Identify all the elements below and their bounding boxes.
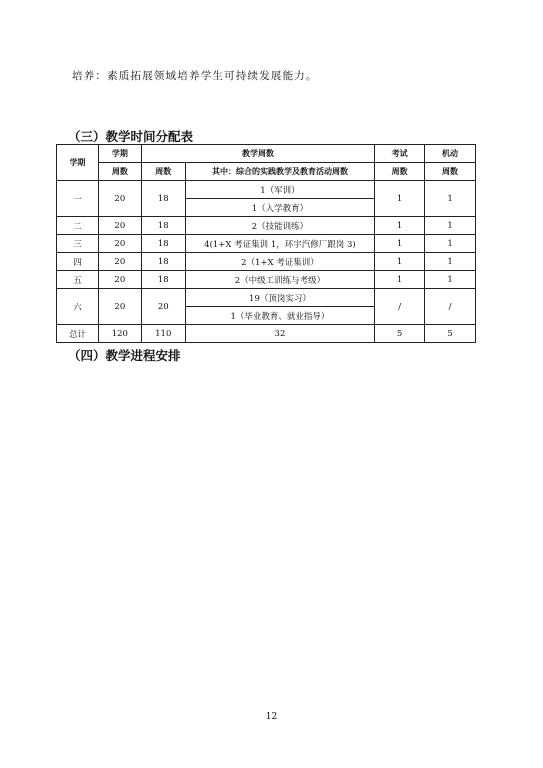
cell-total-weeks: 20	[98, 217, 141, 235]
header-practice-weeks: 其中：综合的实践教学及教育活动周数	[185, 163, 375, 181]
intro-paragraph: 培养：素质拓展领域培养学生可持续发展能力。	[72, 70, 318, 82]
header-exam-bottom: 周数	[375, 163, 425, 181]
header-exam-top: 考试	[375, 145, 425, 163]
cell-practice: 1（毕业教育、就业指导）	[185, 307, 375, 325]
cell-practice: 1（入学教育）	[185, 199, 375, 217]
cell-semester: 六	[57, 289, 99, 325]
cell-exam-weeks: 1	[375, 235, 425, 253]
table-row-total	[57, 325, 476, 343]
table-row	[57, 271, 476, 289]
header-flex-top: 机动	[425, 145, 476, 163]
cell-teaching-weeks: 18	[141, 217, 185, 235]
cell-semester: 五	[57, 271, 99, 289]
cell-exam-weeks: 1	[375, 181, 425, 217]
header-flex-bottom: 周数	[425, 163, 476, 181]
table-row	[57, 253, 476, 271]
cell-practice: 2（技能训练）	[185, 217, 375, 235]
table-row	[57, 217, 476, 235]
cell-practice: 4(1+X 考证集训 1，环宇汽修厂跟岗 3)	[185, 235, 375, 253]
section-title-time-allocation: （三）教学时间分配表	[68, 129, 194, 144]
page-number: 12	[265, 712, 278, 722]
cell-total-weeks: 20	[98, 235, 141, 253]
cell-exam-weeks: 1	[375, 271, 425, 289]
cell-total-weeks: 20	[98, 253, 141, 271]
cell-exam-weeks: /	[375, 289, 425, 325]
table-row	[57, 181, 476, 199]
cell-exam-weeks: 5	[375, 325, 425, 343]
cell-teaching-weeks: 20	[141, 289, 185, 325]
cell-semester: 二	[57, 217, 99, 235]
header-semester-weeks-bottom: 周数	[98, 163, 141, 181]
cell-flex-weeks: 1	[425, 181, 476, 217]
table-row	[57, 235, 476, 253]
cell-teaching-weeks: 18	[141, 181, 185, 217]
section-title-teaching-progress: （四）教学进程安排	[68, 348, 181, 363]
cell-semester: 总计	[57, 325, 99, 343]
header-weeks: 周数	[141, 163, 185, 181]
cell-practice: 2（1+X 考证集训）	[185, 253, 375, 271]
cell-teaching-weeks: 18	[141, 271, 185, 289]
cell-total-weeks: 120	[98, 325, 141, 343]
cell-teaching-weeks: 18	[141, 253, 185, 271]
cell-flex-weeks: /	[425, 289, 476, 325]
cell-flex-weeks: 1	[425, 253, 476, 271]
cell-flex-weeks: 1	[425, 235, 476, 253]
cell-semester: 一	[57, 181, 99, 217]
cell-exam-weeks: 1	[375, 253, 425, 271]
cell-total-weeks: 20	[98, 271, 141, 289]
cell-practice: 32	[185, 325, 375, 343]
header-semester-weeks-top: 学期	[98, 145, 141, 163]
cell-semester: 四	[57, 253, 99, 271]
cell-total-weeks: 20	[98, 289, 141, 325]
cell-exam-weeks: 1	[375, 217, 425, 235]
time-allocation-table	[56, 144, 476, 343]
cell-semester: 三	[57, 235, 99, 253]
cell-teaching-weeks: 18	[141, 235, 185, 253]
header-semester: 学期	[57, 145, 99, 181]
cell-practice: 2（中级工训练与考级）	[185, 271, 375, 289]
cell-teaching-weeks: 110	[141, 325, 185, 343]
table-row	[57, 289, 476, 307]
cell-practice: 19（顶岗实习）	[185, 289, 375, 307]
cell-flex-weeks: 1	[425, 271, 476, 289]
cell-flex-weeks: 1	[425, 217, 476, 235]
cell-total-weeks: 20	[98, 181, 141, 217]
cell-practice: 1（军训）	[185, 181, 375, 199]
header-teaching-weeks: 教学周数	[141, 145, 374, 163]
cell-flex-weeks: 5	[425, 325, 476, 343]
